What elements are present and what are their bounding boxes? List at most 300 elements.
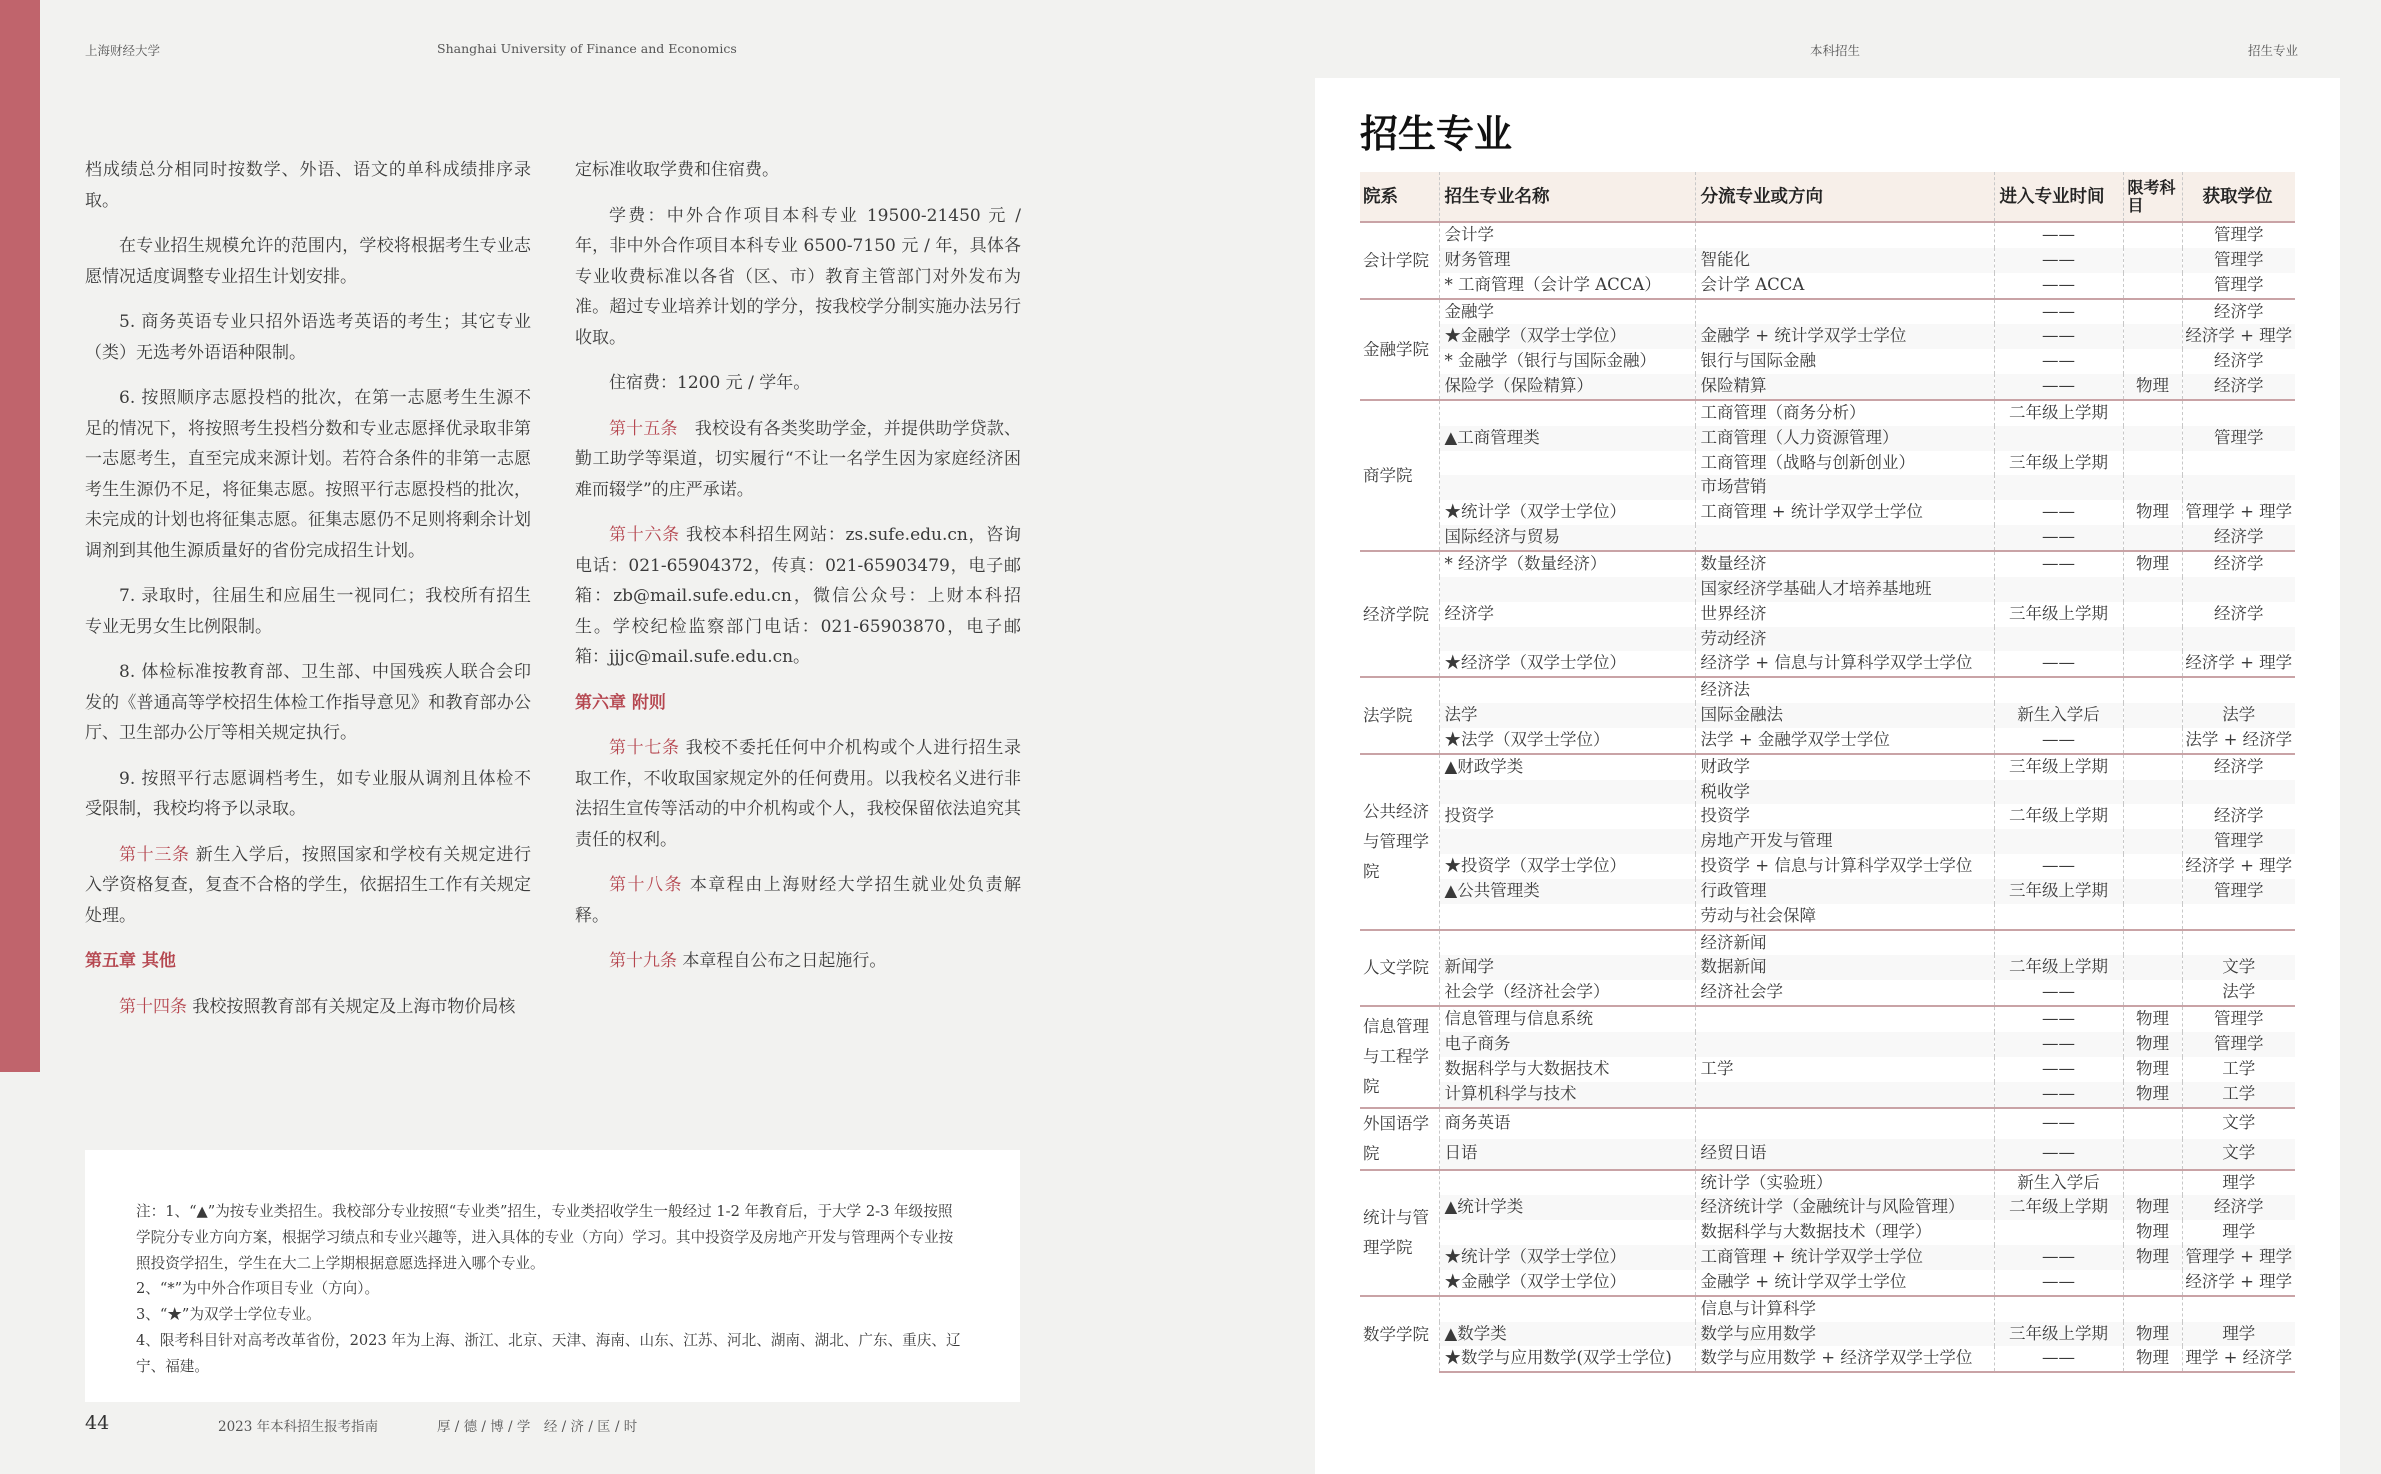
- degree: 理学: [2182, 1322, 2295, 1347]
- required-subject: [2123, 451, 2182, 476]
- required-subject: [2123, 879, 2182, 904]
- article-text: 我校不委托任何中介机构或个人进行招生录取工作，不收取国家规定外的任何费用。以我校名义进行非法招生宣传等活动的中介机构或个人，我校保留依法追究其责任的权利。: [575, 738, 1022, 850]
- required-subject: [2123, 1296, 2182, 1322]
- body-paragraph: 档成绩总分相同时按数学、外语、语文的单科成绩排序录取。: [85, 160, 531, 211]
- degree: 经济学: [2182, 551, 2295, 577]
- required-subject: 物理: [2123, 374, 2182, 400]
- entry-time: 三年级上学期: [1994, 879, 2123, 904]
- header-topic: 招生专业: [2248, 43, 2299, 58]
- degree: 文学: [2182, 955, 2295, 980]
- required-subject: [2123, 728, 2182, 754]
- degree: [2182, 930, 2295, 956]
- department-cell: 公共经济与管理学院: [1360, 754, 1439, 930]
- stream-name: 税收学: [1695, 780, 1994, 805]
- entry-time: 新生入学后: [1994, 703, 2123, 728]
- article-text: 我校按照教育部有关规定及上海市物价局核: [187, 996, 516, 1017]
- table-row: [1360, 1108, 2295, 1139]
- entry-time: ——: [1994, 1139, 2123, 1170]
- entry-time: 二年级上学期: [1994, 804, 2123, 829]
- stream-name: [1695, 1108, 1994, 1139]
- stream-name: 行政管理: [1695, 879, 1994, 904]
- major-name: [1439, 1220, 1695, 1245]
- major-name: 会计学: [1439, 222, 1695, 248]
- required-subject: 物理: [2123, 1006, 2182, 1032]
- degree: 理学 + 经济学: [2182, 1346, 2295, 1372]
- stream-name: 经济统计学（金融统计与风险管理）: [1695, 1195, 1994, 1220]
- degree: 经济学 + 理学: [2182, 651, 2295, 677]
- table-row: [1360, 955, 2295, 980]
- article-number: 第十三条: [119, 844, 190, 865]
- major-name: [1439, 627, 1695, 652]
- major-name: [1439, 904, 1695, 930]
- major-name: 新闻学: [1439, 955, 1695, 980]
- degree: [2182, 1296, 2295, 1322]
- table-header-row: [1360, 172, 2295, 222]
- required-subject: 物理: [2123, 1220, 2182, 1245]
- entry-time: [1994, 577, 2123, 602]
- note-line: 学院分专业方向方案，根据学习绩点和专业兴趣等，进入具体的专业（方向）学习。其中投资学及房地产开发与管理两个专业按: [136, 1228, 954, 1246]
- degree: 管理学: [2182, 248, 2295, 273]
- chapter-heading: 第六章 附则: [575, 692, 666, 713]
- article-paragraph: [575, 733, 1021, 855]
- table-row: [1360, 248, 2295, 273]
- degree: 管理学 + 理学: [2182, 1245, 2295, 1270]
- stream-name: 工学: [1695, 1057, 1994, 1082]
- chapter-heading: 第五章 其他: [85, 951, 176, 971]
- required-subject: [2123, 780, 2182, 805]
- degree: 经济学: [2182, 349, 2295, 374]
- table-row: [1360, 551, 2295, 577]
- entry-time: ——: [1994, 1032, 2123, 1057]
- required-subject: [2123, 955, 2182, 980]
- required-subject: [2123, 324, 2182, 349]
- required-subject: [2123, 1270, 2182, 1296]
- required-subject: 物理: [2123, 1082, 2182, 1108]
- department-cell: 经济学院: [1360, 551, 1439, 677]
- entry-time: 三年级上学期: [1994, 451, 2123, 476]
- degree: 管理学: [2182, 1006, 2295, 1032]
- department-cell: 数学学院: [1360, 1296, 1439, 1373]
- entry-time: ——: [1994, 374, 2123, 400]
- body-paragraph: 6. 按照顺序志愿投档的批次，在第一志愿考生生源不足的情况下，将按照考生投档分数和专业志愿择优录取非第一志愿考生，直至完成来源计划。若符合条件的非第一志愿考生生源仍不足，将征集志愿。按照平行志愿投档的批次，未完成的计划也将征集志愿。征集志愿仍不足则将剩余计划调剂到其他生源质量好的省份完成招生计划。: [85, 388, 531, 561]
- major-name: 国际经济与贸易: [1439, 525, 1695, 551]
- degree: [2182, 780, 2295, 805]
- article-text: 我校本科招生网站：zs.sufe.edu.cn，咨询电话：021-65904372，传真：021-65903479，电子邮箱：zb@mail.sufe.edu.cn，微信公众号：上财本科招生。学校纪检监察部门电话：021-65903870，电子邮箱：jjjc@mail.sufe.edu.cn。: [575, 525, 1022, 667]
- stream-name: 财政学: [1695, 754, 1994, 780]
- article-paragraph: [575, 946, 1021, 977]
- stream-name: 保险精算: [1695, 374, 1994, 400]
- column-header: 招生专业名称: [1439, 172, 1695, 222]
- article-paragraph: [575, 870, 1021, 931]
- table-row: [1360, 426, 2295, 451]
- major-name: ▲数学类: [1439, 1322, 1695, 1347]
- table-row: [1360, 1057, 2295, 1082]
- stream-name: 数学与应用数学: [1695, 1322, 1994, 1347]
- degree: 管理学: [2182, 879, 2295, 904]
- body-paragraph: 在专业招生规模允许的范围内，学校将根据考生专业志愿情况适度调整专业招生计划安排。: [85, 236, 531, 287]
- stream-name: 经济新闻: [1695, 930, 1994, 956]
- notes-box: [85, 1150, 1020, 1402]
- entry-time: [1994, 1296, 2123, 1322]
- required-subject: [2123, 525, 2182, 551]
- stream-name: 经济社会学: [1695, 980, 1994, 1006]
- major-name: ★统计学（双学士学位）: [1439, 1245, 1695, 1270]
- column-header: 限考科目: [2123, 172, 2182, 222]
- header-school-en: Shanghai University of Finance and Economics: [437, 41, 737, 56]
- stream-name: [1695, 1032, 1994, 1057]
- stream-name: 经济法: [1695, 677, 1994, 703]
- stream-name: 劳动与社会保障: [1695, 904, 1994, 930]
- stream-name: 投资学: [1695, 804, 1994, 829]
- required-subject: [2123, 651, 2182, 677]
- table-row: [1360, 980, 2295, 1006]
- left-text-column: [85, 155, 531, 1037]
- column-header: 院系: [1360, 172, 1439, 222]
- degree: [2182, 400, 2295, 426]
- major-name: ★投资学（双学士学位）: [1439, 854, 1695, 879]
- degree: 文学: [2182, 1108, 2295, 1139]
- stream-name: [1695, 1082, 1994, 1108]
- page-number-left: 44: [85, 1412, 110, 1434]
- article-number: 第十八条: [609, 875, 683, 895]
- table-row: [1360, 349, 2295, 374]
- major-name: ▲财政学类: [1439, 754, 1695, 780]
- table-row: [1360, 829, 2295, 854]
- article-paragraph: [575, 520, 1021, 673]
- department-cell: 外国语学院: [1360, 1108, 1439, 1170]
- required-subject: [2123, 930, 2182, 956]
- entry-time: ——: [1994, 551, 2123, 577]
- entry-time: ——: [1994, 349, 2123, 374]
- degree: 经济学 + 理学: [2182, 854, 2295, 879]
- degree: [2182, 577, 2295, 602]
- article-paragraph: [85, 992, 531, 1023]
- stream-name: 数据新闻: [1695, 955, 1994, 980]
- article-text: 新生入学后，按照国家和学校有关规定进行入学资格复查，复查不合格的学生，依据招生工作有关规定处理。: [85, 844, 532, 926]
- stream-name: 会计学 ACCA: [1695, 273, 1994, 299]
- major-name: ★数学与应用数学(双学士学位): [1439, 1346, 1695, 1372]
- stream-name: [1695, 525, 1994, 551]
- required-subject: [2123, 829, 2182, 854]
- major-name: [1439, 677, 1695, 703]
- entry-time: ——: [1994, 854, 2123, 879]
- note-line: 2、“*”为中外合作项目专业（方向）。: [136, 1280, 380, 1298]
- major-name: [1439, 1170, 1695, 1196]
- major-name: 电子商务: [1439, 1032, 1695, 1057]
- entry-time: ——: [1994, 222, 2123, 248]
- table-row: [1360, 904, 2295, 930]
- table-row: [1360, 1346, 2295, 1372]
- stream-name: [1695, 1006, 1994, 1032]
- stream-name: 数据科学与大数据技术（理学）: [1695, 1220, 1994, 1245]
- department-cell: 商学院: [1360, 400, 1439, 551]
- department-cell: 人文学院: [1360, 930, 1439, 1007]
- entry-time: 三年级上学期: [1994, 754, 2123, 780]
- degree: 管理学: [2182, 426, 2295, 451]
- table-row: [1360, 1139, 2295, 1170]
- article-text: 本章程自公布之日起施行。: [677, 951, 887, 971]
- required-subject: [2123, 754, 2182, 780]
- entry-time: 二年级上学期: [1994, 400, 2123, 426]
- major-name: ▲工商管理类: [1439, 426, 1695, 451]
- major-name: [1439, 1296, 1695, 1322]
- entry-time: [1994, 1220, 2123, 1245]
- entry-time: ——: [1994, 1108, 2123, 1139]
- table-row: [1360, 577, 2295, 602]
- entry-time: [1994, 930, 2123, 956]
- stream-name: 经贸日语: [1695, 1139, 1994, 1170]
- article-paragraph: [575, 414, 1021, 506]
- article-number: 第十七条: [609, 738, 680, 758]
- footer-motto: 厚 / 德 / 博 / 学 经 / 济 / 匡 / 时: [437, 1419, 638, 1435]
- stream-name: 世界经济: [1695, 602, 1994, 627]
- degree: 理学: [2182, 1220, 2295, 1245]
- entry-time: 新生入学后: [1994, 1170, 2123, 1196]
- article-paragraph: [85, 840, 531, 932]
- article-number: 第十五条: [609, 418, 678, 439]
- table-row: [1360, 1245, 2295, 1270]
- table-row: [1360, 627, 2295, 652]
- major-name: [1439, 451, 1695, 476]
- required-subject: [2123, 475, 2182, 500]
- table-row: [1360, 1006, 2295, 1032]
- left-accent-bar: [0, 0, 40, 1072]
- degree: 管理学 + 理学: [2182, 500, 2295, 525]
- entry-time: 三年级上学期: [1994, 1322, 2123, 1347]
- department-cell: 金融学院: [1360, 299, 1439, 400]
- degree: 文学: [2182, 1139, 2295, 1170]
- table-row: [1360, 677, 2295, 703]
- degree: 管理学: [2182, 829, 2295, 854]
- table-row: [1360, 651, 2295, 677]
- table-row: [1360, 1322, 2295, 1347]
- entry-time: ——: [1994, 980, 2123, 1006]
- stream-name: 工商管理（人力资源管理）: [1695, 426, 1994, 451]
- required-subject: [2123, 400, 2182, 426]
- degree: 法学: [2182, 703, 2295, 728]
- major-name: [1439, 577, 1695, 602]
- degree: [2182, 451, 2295, 476]
- table-row: [1360, 602, 2295, 627]
- stream-name: 法学 + 金融学双学士学位: [1695, 728, 1994, 754]
- entry-time: ——: [1994, 1082, 2123, 1108]
- major-name: 商务英语: [1439, 1108, 1695, 1139]
- required-subject: [2123, 426, 2182, 451]
- required-subject: [2123, 273, 2182, 299]
- stream-name: 数学与应用数学 + 经济学双学士学位: [1695, 1346, 1994, 1372]
- stream-name: 信息与计算科学: [1695, 1296, 1994, 1322]
- table-row: [1360, 451, 2295, 476]
- department-cell: 法学院: [1360, 677, 1439, 754]
- required-subject: 物理: [2123, 1346, 2182, 1372]
- degree: 理学: [2182, 1170, 2295, 1196]
- major-name: [1439, 400, 1695, 426]
- major-name: 金融学: [1439, 299, 1695, 325]
- degree: [2182, 677, 2295, 703]
- entry-time: ——: [1994, 1006, 2123, 1032]
- major-name: ★法学（双学士学位）: [1439, 728, 1695, 754]
- table-body: [1360, 222, 2295, 1372]
- department-cell: 统计与管理学院: [1360, 1170, 1439, 1296]
- degree: 经济学: [2182, 299, 2295, 325]
- table-row: [1360, 1270, 2295, 1296]
- entry-time: ——: [1994, 1346, 2123, 1372]
- entry-time: [1994, 627, 2123, 652]
- table-row: [1360, 1220, 2295, 1245]
- stream-name: 投资学 + 信息与计算科学双学士学位: [1695, 854, 1994, 879]
- table-row: [1360, 930, 2295, 956]
- major-name: ★经济学（双学士学位）: [1439, 651, 1695, 677]
- note-line: 3、“★”为双学士学位专业。: [136, 1306, 321, 1324]
- required-subject: 物理: [2123, 1245, 2182, 1270]
- majors-table: [1360, 172, 2295, 1373]
- required-subject: [2123, 904, 2182, 930]
- table-row: [1360, 854, 2295, 879]
- table-row: [1360, 475, 2295, 500]
- entry-time: 二年级上学期: [1994, 1195, 2123, 1220]
- required-subject: [2123, 577, 2182, 602]
- degree: 经济学: [2182, 525, 2295, 551]
- major-name: ★金融学（双学士学位）: [1439, 324, 1695, 349]
- major-name: [1439, 930, 1695, 956]
- column-header: 分流专业或方向: [1695, 172, 1994, 222]
- degree: [2182, 475, 2295, 500]
- table-row: [1360, 728, 2295, 754]
- table-row: [1360, 1296, 2295, 1322]
- header-school-cn: 上海财经大学: [85, 43, 161, 58]
- degree: 经济学: [2182, 804, 2295, 829]
- entry-time: [1994, 677, 2123, 703]
- major-name: 日语: [1439, 1139, 1695, 1170]
- entry-time: ——: [1994, 1270, 2123, 1296]
- major-name: 信息管理与信息系统: [1439, 1006, 1695, 1032]
- majors-table-wrap: [1360, 172, 2295, 1373]
- degree: 经济学: [2182, 754, 2295, 780]
- required-subject: [2123, 349, 2182, 374]
- stream-name: [1695, 222, 1994, 248]
- degree: 工学: [2182, 1082, 2295, 1108]
- entry-time: ——: [1994, 1245, 2123, 1270]
- entry-time: ——: [1994, 1057, 2123, 1082]
- required-subject: 物理: [2123, 1032, 2182, 1057]
- major-name: * 经济学（数量经济）: [1439, 551, 1695, 577]
- stream-name: 数量经济: [1695, 551, 1994, 577]
- required-subject: [2123, 1108, 2182, 1139]
- entry-time: ——: [1994, 299, 2123, 325]
- stream-name: 房地产开发与管理: [1695, 829, 1994, 854]
- major-name: 保险学（保险精算）: [1439, 374, 1695, 400]
- department-cell: 信息管理与工程学院: [1360, 1006, 1439, 1107]
- stream-name: 工商管理 + 统计学双学士学位: [1695, 500, 1994, 525]
- stream-name: 工商管理 + 统计学双学士学位: [1695, 1245, 1994, 1270]
- major-name: 投资学: [1439, 804, 1695, 829]
- table-row: [1360, 222, 2295, 248]
- column-header: 获取学位: [2182, 172, 2295, 222]
- degree: [2182, 904, 2295, 930]
- degree: 管理学: [2182, 222, 2295, 248]
- table-row: [1360, 780, 2295, 805]
- entry-time: ——: [1994, 500, 2123, 525]
- required-subject: [2123, 1139, 2182, 1170]
- stream-name: 市场营销: [1695, 475, 1994, 500]
- major-name: ★金融学（双学士学位）: [1439, 1270, 1695, 1296]
- header-section: 本科招生: [1810, 43, 1861, 58]
- entry-time: [1994, 780, 2123, 805]
- table-row: [1360, 400, 2295, 426]
- degree: 经济学 + 理学: [2182, 324, 2295, 349]
- stream-name: 劳动经济: [1695, 627, 1994, 652]
- entry-time: 三年级上学期: [1994, 602, 2123, 627]
- body-paragraph: 住宿费：1200 元 / 学年。: [609, 373, 811, 393]
- article-number: 第十九条: [609, 951, 677, 971]
- table-row: [1360, 804, 2295, 829]
- required-subject: [2123, 627, 2182, 652]
- major-name: [1439, 829, 1695, 854]
- body-paragraph: 定标准收取学费和住宿费。: [575, 160, 779, 180]
- stream-name: 工商管理（战略与创新创业）: [1695, 451, 1994, 476]
- required-subject: [2123, 1170, 2182, 1196]
- major-name: [1439, 475, 1695, 500]
- major-name: 财务管理: [1439, 248, 1695, 273]
- major-name: * 金融学（银行与国际金融）: [1439, 349, 1695, 374]
- column-header: 进入专业时间: [1994, 172, 2123, 222]
- degree: 管理学: [2182, 273, 2295, 299]
- major-name: * 工商管理（会计学 ACCA）: [1439, 273, 1695, 299]
- entry-time: ——: [1994, 324, 2123, 349]
- degree: 管理学: [2182, 1032, 2295, 1057]
- stream-name: 统计学（实验班）: [1695, 1170, 1994, 1196]
- body-paragraph: 8. 体检标准按教育部、卫生部、中国残疾人联合会印发的《普通高等学校招生体检工作指导意见》和教育部办公厅、卫生部办公厅等相关规定执行。: [85, 662, 531, 743]
- major-name: ▲公共管理类: [1439, 879, 1695, 904]
- article-text: 我校设有各类奖助学金，并提供助学贷款、勤工助学等渠道，切实履行“不让一名学生因为家庭经济困难而辍学”的庄严承诺。: [575, 418, 1022, 500]
- stream-name: 经济学 + 信息与计算科学双学士学位: [1695, 651, 1994, 677]
- major-name: 经济学: [1439, 602, 1695, 627]
- degree: 经济学: [2182, 374, 2295, 400]
- article-number: 第十四条: [119, 996, 187, 1017]
- footer-guide-title: 2023 年本科招生报考指南: [218, 1419, 379, 1435]
- required-subject: 物理: [2123, 1322, 2182, 1347]
- article-text: 本章程由上海财经大学招生就业处负责解释。: [575, 875, 1022, 926]
- stream-name: 金融学 + 统计学双学士学位: [1695, 324, 1994, 349]
- required-subject: [2123, 980, 2182, 1006]
- article-number: 第十六条: [609, 525, 680, 545]
- required-subject: [2123, 222, 2182, 248]
- table-row: [1360, 1082, 2295, 1108]
- entry-time: 二年级上学期: [1994, 955, 2123, 980]
- stream-name: 工商管理（商务分析）: [1695, 400, 1994, 426]
- entry-time: ——: [1994, 728, 2123, 754]
- table-title: 招生专业: [1360, 111, 1513, 156]
- required-subject: [2123, 804, 2182, 829]
- required-subject: [2123, 677, 2182, 703]
- table-row: [1360, 273, 2295, 299]
- table-row: [1360, 500, 2295, 525]
- degree: 经济学 + 理学: [2182, 1270, 2295, 1296]
- entry-time: [1994, 904, 2123, 930]
- stream-name: 国家经济学基础人才培养基地班: [1695, 577, 1994, 602]
- body-paragraph: 7. 录取时，往届生和应届生一视同仁；我校所有招生专业无男女生比例限制。: [85, 586, 531, 637]
- degree: 工学: [2182, 1057, 2295, 1082]
- table-row: [1360, 324, 2295, 349]
- table-row: [1360, 525, 2295, 551]
- required-subject: 物理: [2123, 500, 2182, 525]
- entry-time: ——: [1994, 525, 2123, 551]
- note-line: 4、限考科目针对高考改革省份，2023 年为上海、浙江、北京、天津、海南、山东、江苏、河北、湖南、湖北、广东、重庆、辽宁、福建。: [136, 1331, 961, 1375]
- required-subject: [2123, 248, 2182, 273]
- required-subject: 物理: [2123, 1195, 2182, 1220]
- major-name: 社会学（经济社会学）: [1439, 980, 1695, 1006]
- body-paragraph: 5. 商务英语专业只招外语选考英语的考生；其它专业（类）无选考外语语种限制。: [85, 312, 531, 363]
